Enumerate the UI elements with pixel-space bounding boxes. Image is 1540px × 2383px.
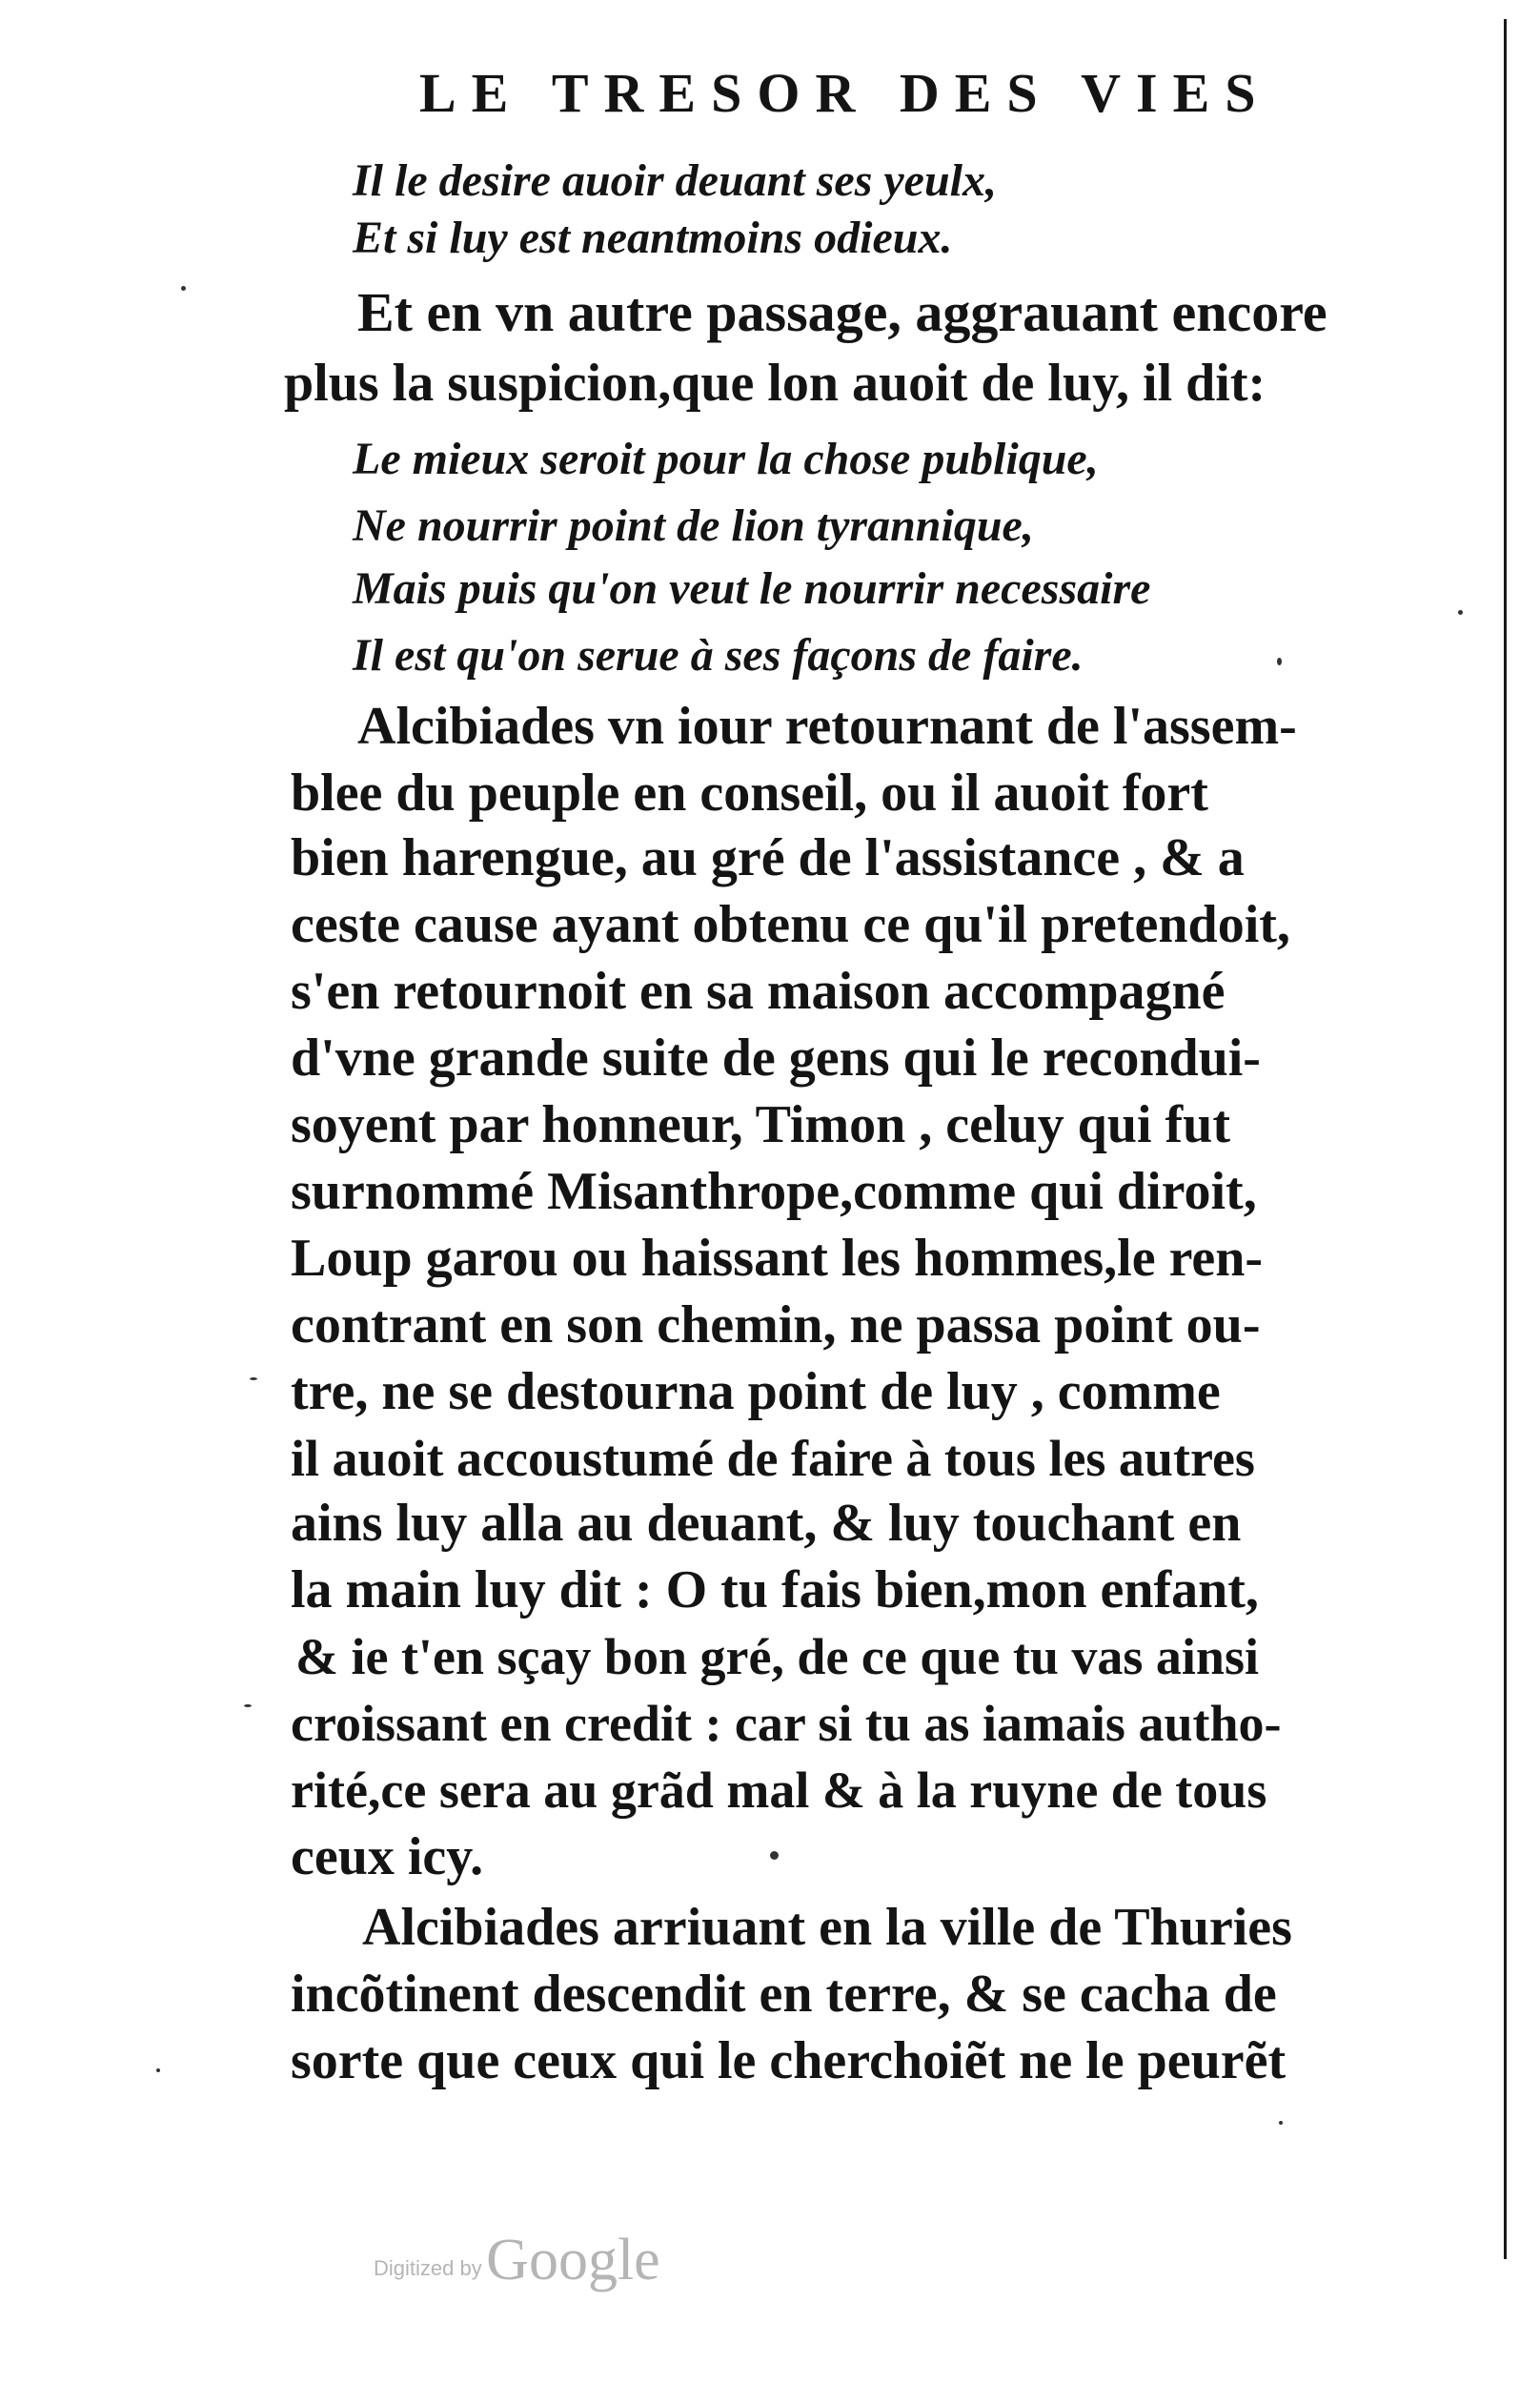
text-line: s'en retournoit en sa maison accompagné xyxy=(291,962,1226,1021)
scan-speck xyxy=(1458,610,1463,615)
verse-line: Il le desire auoir deuant ses yeulx, xyxy=(353,155,998,206)
scan-speck xyxy=(181,286,186,291)
scan-speck xyxy=(156,2068,160,2072)
text-line: contrant en son chemin, ne passa point ou- xyxy=(291,1295,1261,1354)
text-line: bien harengue, au gré de l'assistance , & a xyxy=(291,828,1245,887)
text-line: Alcibiades arriuant en la ville de Thuries xyxy=(362,1898,1292,1957)
text-line: rité,ce sera au grãd mal & à la ruyne de tous xyxy=(291,1762,1267,1819)
text-line: sorte que ceux qui le cherchoiẽt ne le peurẽt xyxy=(291,2031,1287,2090)
verse-line: Et si luy est neantmoins odieux. xyxy=(353,213,953,263)
text-line: la main luy dit : O tu fais bien,mon enfant, xyxy=(291,1560,1259,1619)
text-line: tre, ne se destourna point de luy , comme xyxy=(291,1362,1221,1421)
watermark-prefix: Digitized by xyxy=(374,2256,482,2280)
text-line: Alcibiades vn iour retournant de l'assem- xyxy=(357,697,1297,756)
scan-speck xyxy=(244,1704,252,1707)
text-line: croissant en credit : car si tu as iamais autho- xyxy=(291,1695,1282,1752)
digitized-by-google-watermark xyxy=(374,2227,660,2294)
text-line: ceste cause ayant obtenu ce qu'il pretendoit, xyxy=(291,895,1290,954)
scan-speck xyxy=(1277,658,1282,665)
text-line: Loup garou ou haissant les hommes,le ren- xyxy=(291,1229,1264,1288)
text-line: il auoit accoustumé de faire à tous les autres xyxy=(291,1430,1255,1487)
scan-speck xyxy=(1279,2121,1283,2125)
google-logo: Google xyxy=(486,2228,660,2292)
verse-line: Le mieux seroit pour la chose publique, xyxy=(353,434,1099,484)
text-line: & ie t'en sçay bon gré, de ce que tu vas ainsi xyxy=(295,1628,1259,1685)
text-line: ceux icy. xyxy=(291,1827,484,1886)
text-line: soyent par honneur, Timon , celuy qui fut xyxy=(291,1095,1230,1154)
scan-speck xyxy=(250,1377,257,1380)
text-line: plus la suspicion,que lon auoit de luy, il dit: xyxy=(284,354,1266,413)
page-edge-rule xyxy=(1504,19,1507,2259)
verse-line: Il est qu'on serue à ses façons de faire. xyxy=(353,630,1084,681)
scan-speck xyxy=(770,1851,779,1860)
text-line: Et en vn autre passage, aggrauant encore xyxy=(357,281,1327,343)
verse-line: Ne nourrir point de lion tyrannique, xyxy=(353,500,1034,551)
text-line: blee du peuple en conseil, ou il auoit fort xyxy=(291,764,1208,823)
text-line: incõtinent descendit en terre, & se cacha de xyxy=(291,1965,1277,2024)
running-head: LE TRESOR DES VIES xyxy=(419,62,1271,124)
verse-line: Mais puis qu'on veut le nourrir necessaire xyxy=(353,563,1151,614)
text-line: surnommé Misanthrope,comme qui diroit, xyxy=(291,1162,1257,1221)
text-line: ains luy alla au deuant, & luy touchant en xyxy=(291,1494,1242,1553)
text-line: d'vne grande suite de gens qui le recondui- xyxy=(291,1029,1261,1088)
